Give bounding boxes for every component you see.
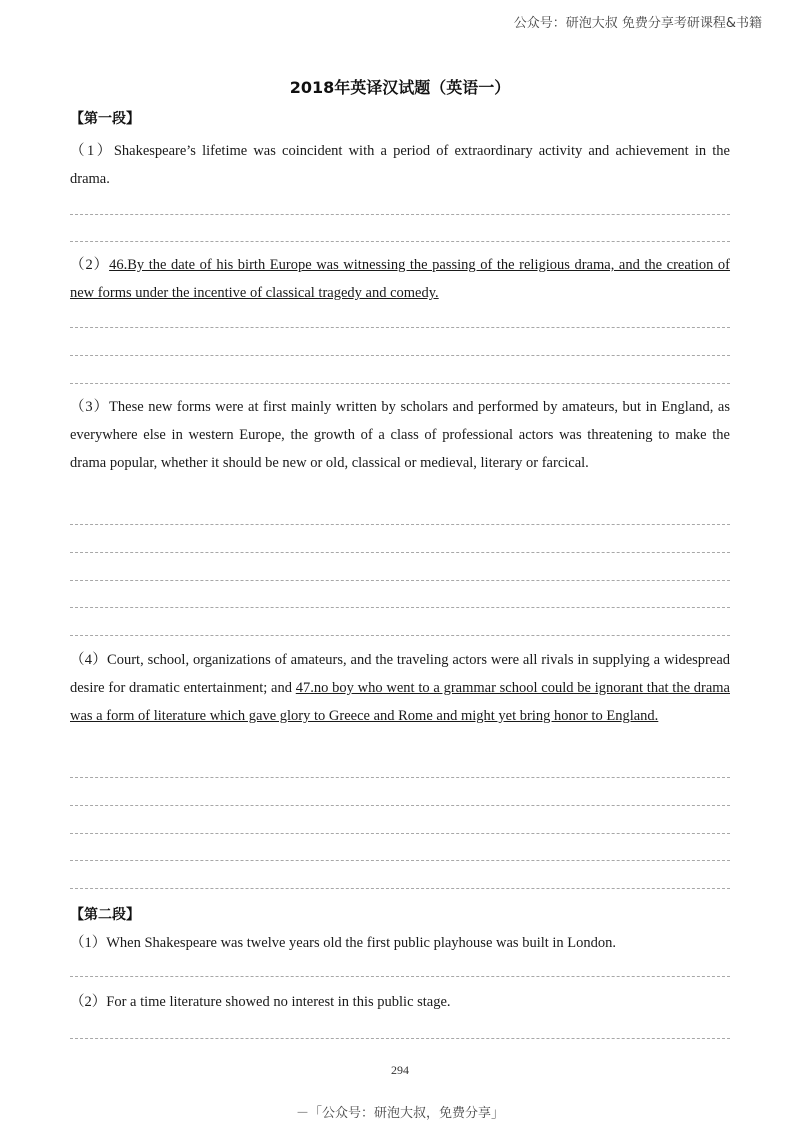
answer-line	[70, 214, 730, 215]
page-title: 2018年英译汉试题（英语一）	[289, 78, 511, 97]
answer-line	[70, 607, 730, 608]
answer-line	[70, 976, 730, 977]
section-label-2: 【第二段】	[70, 907, 140, 923]
paragraph-text: For a time literature showed no interest in this public stage.	[106, 994, 451, 1010]
section-label-1: 【第一段】	[70, 111, 140, 127]
underlined-translation-item-47: 47.no boy who went to a grammar school could be ignorant that the drama was a form of literature which gave glory to Greece and Rome and might yet bring honor to England.	[70, 680, 730, 724]
paragraph-text: When Shakespeare was twelve years old the first public playhouse was built in London.	[106, 935, 617, 951]
paragraph-1-3	[70, 393, 730, 477]
paragraph-1-1	[70, 137, 730, 193]
answer-line	[70, 805, 730, 806]
answer-line	[70, 635, 730, 636]
paragraph-text: These new forms were at first mainly written by scholars and performed by amateurs, but in England, as everywhere else in western Europe, the growth of a class of professional actors was threatening to make the drama popular, whether it should be new or old, classical or medieval, literary or farcical.	[70, 399, 731, 471]
paragraph-number: （3）	[70, 399, 110, 415]
paragraph-number: （1）	[70, 143, 114, 159]
answer-line	[70, 833, 730, 834]
answer-line	[70, 888, 730, 889]
answer-line	[70, 580, 730, 581]
answer-line	[70, 241, 730, 242]
paragraph-text: Shakespeare’s lifetime was coincident with a period of extraordinary activity and achievement in the drama.	[70, 143, 730, 187]
page-number: 294	[391, 1063, 409, 1077]
paragraph-number: （2）	[70, 994, 107, 1010]
answer-line	[70, 552, 730, 553]
paragraph-1-2	[70, 251, 730, 307]
paragraph-text: Court, school, organizations of amateurs, and the traveling actors were all rivals in supplying a widespread desire for dramatic entertainment; and	[70, 652, 730, 696]
paragraph-number: （1）	[70, 935, 107, 951]
answer-line	[70, 524, 730, 525]
answer-line	[70, 327, 730, 328]
paragraph-1-4	[70, 646, 730, 730]
header-watermark: 公众号：研泡大叔 免费分享考研课程&书籍	[513, 16, 762, 31]
answer-line	[70, 1038, 730, 1039]
answer-line	[70, 383, 730, 384]
paragraph-2-1	[70, 929, 730, 957]
paragraph-number: （2）	[70, 257, 110, 273]
answer-line	[70, 355, 730, 356]
paragraph-2-2	[70, 988, 730, 1016]
paragraph-number: （4）	[70, 652, 108, 668]
answer-line	[70, 777, 730, 778]
answer-line	[70, 860, 730, 861]
underlined-translation-item-46: 46.By the date of his birth Europe was witnessing the passing of the religious drama, and the creation of new forms under the incentive of classical tragedy and comedy.	[70, 257, 731, 301]
footer-watermark: －「公众号：研泡大叔，免费分享」	[295, 1106, 504, 1121]
